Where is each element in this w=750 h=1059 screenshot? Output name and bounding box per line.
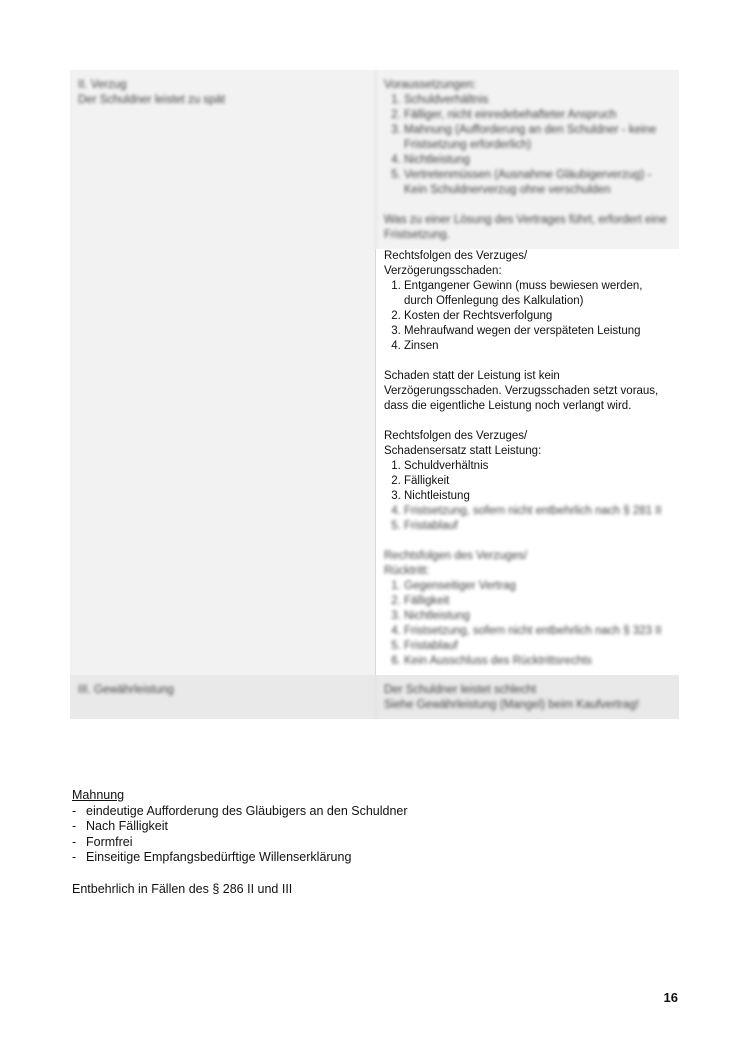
gewaehrleistung-line-1: Der Schuldner leistet schlecht (384, 684, 537, 696)
withdrawal-list (384, 579, 671, 669)
prerequisites-list (384, 93, 671, 198)
table-row-gewaehrleistung (70, 675, 679, 719)
list-item: 5. Vertretenmüssen (Ausnahme Gläubigerverzug) - Kein Schuldnerverzug ohne verschulden (404, 168, 671, 198)
verzug-subtitle: Der Schuldner leistet zu spät (78, 94, 226, 106)
list-item: 5. Fristablauf (404, 519, 671, 534)
gewaehrleistung-title: III. Gewährleistung (78, 684, 174, 696)
damages-title-1: Rechtsfolgen des Verzuges/ (384, 430, 528, 442)
delay-damage-note: Schaden statt der Leistung ist kein Verzögerungsschaden. Verzugsschaden setzt voraus, dass die eigentliche Leistung noch verlangt wird. (384, 370, 659, 412)
list-item: - Nach Fälligkeit (72, 819, 672, 835)
content-table (70, 70, 679, 719)
list-item: 4. Zinsen (404, 339, 671, 354)
list-item: 2. Fälligkeit (404, 594, 671, 609)
list-item: - Formfrei (72, 835, 672, 851)
list-item: 2. Fälliger, nicht einredebehafteter Anspruch (404, 108, 671, 123)
list-item: 3. Nichtleistung (404, 489, 671, 504)
delay-damage-title-1: Rechtsfolgen des Verzuges/ (384, 250, 528, 262)
delay-damage-note-block (384, 369, 671, 414)
table-row-rechtsfolgen (70, 249, 679, 675)
prerequisites-title: Voraussetzungen: (384, 79, 477, 91)
mahnung-notes (72, 788, 672, 897)
list-item: 1. Gegenseitiger Vertrag (404, 579, 671, 594)
withdrawal-block (384, 549, 671, 669)
mahnung-footer: Entbehrlich in Fällen des § 286 II und III (72, 881, 293, 896)
withdrawal-title-1: Rechtsfolgen des Verzuges/ (384, 550, 528, 562)
list-item: 4. Fristsetzung, sofern nicht entbehrlich nach § 281 II (404, 504, 671, 519)
list-item: 3. Mehraufwand wegen der verspäteten Leistung (404, 324, 671, 339)
verzug-title: II. Verzug (78, 79, 127, 91)
legal-consequences-cell (375, 249, 679, 675)
mahnung-list (72, 804, 672, 866)
list-item: - Einseitige Empfangsbedürftige Willenserklärung (72, 850, 672, 866)
list-item: 4. Nichtleistung (404, 153, 671, 168)
list-item: 2. Fälligkeit (404, 474, 671, 489)
table-row-verzug (70, 70, 679, 249)
damages-title-2: Schadensersatz statt Leistung: (384, 445, 542, 457)
list-item: 3. Mahnung (Aufforderung an den Schuldner - keine Fristsetzung erforderlich) (404, 123, 671, 153)
verzug-label-cell (70, 70, 375, 249)
list-item: 1. Entgangener Gewinn (muss bewiesen werden, durch Offenlegung des Kalkulation) (404, 279, 671, 309)
list-item: 2. Kosten der Rechtsverfolgung (404, 309, 671, 324)
gewaehrleistung-label-cell (70, 675, 375, 719)
page-number: 16 (663, 990, 678, 1005)
list-item: - eindeutige Aufforderung des Gläubigers an den Schuldner (72, 804, 672, 820)
gewaehrleistung-line-2: Siehe Gewährleistung (Mangel) beim Kaufvertrag! (384, 699, 640, 711)
delay-damage-title-2: Verzögerungsschaden: (384, 265, 502, 277)
damages-list (384, 459, 671, 534)
list-item: 3. Nichtleistung (404, 609, 671, 624)
mahnung-heading: Mahnung (72, 788, 125, 802)
prerequisites-cell (375, 70, 679, 249)
list-item: 1. Schuldverhältnis (404, 459, 671, 474)
empty-left-cell (70, 249, 375, 675)
prerequisites-note: Was zu einer Lösung des Vertrages führt, erfordert eine Fristsetzung. (384, 214, 667, 241)
list-item: 6. Kein Ausschluss des Rücktrittsrechts (404, 654, 671, 669)
list-item: 1. Schuldverhältnis (404, 93, 671, 108)
gewaehrleistung-detail-cell (375, 675, 679, 719)
withdrawal-title-2: Rücktritt: (384, 565, 430, 577)
delay-damage-list (384, 279, 671, 354)
delay-damage-block (384, 249, 671, 354)
damages-instead-block (384, 429, 671, 534)
list-item: 4. Fristsetzung, sofern nicht entbehrlich nach § 323 II (404, 624, 671, 639)
list-item: 5. Fristablauf (404, 639, 671, 654)
